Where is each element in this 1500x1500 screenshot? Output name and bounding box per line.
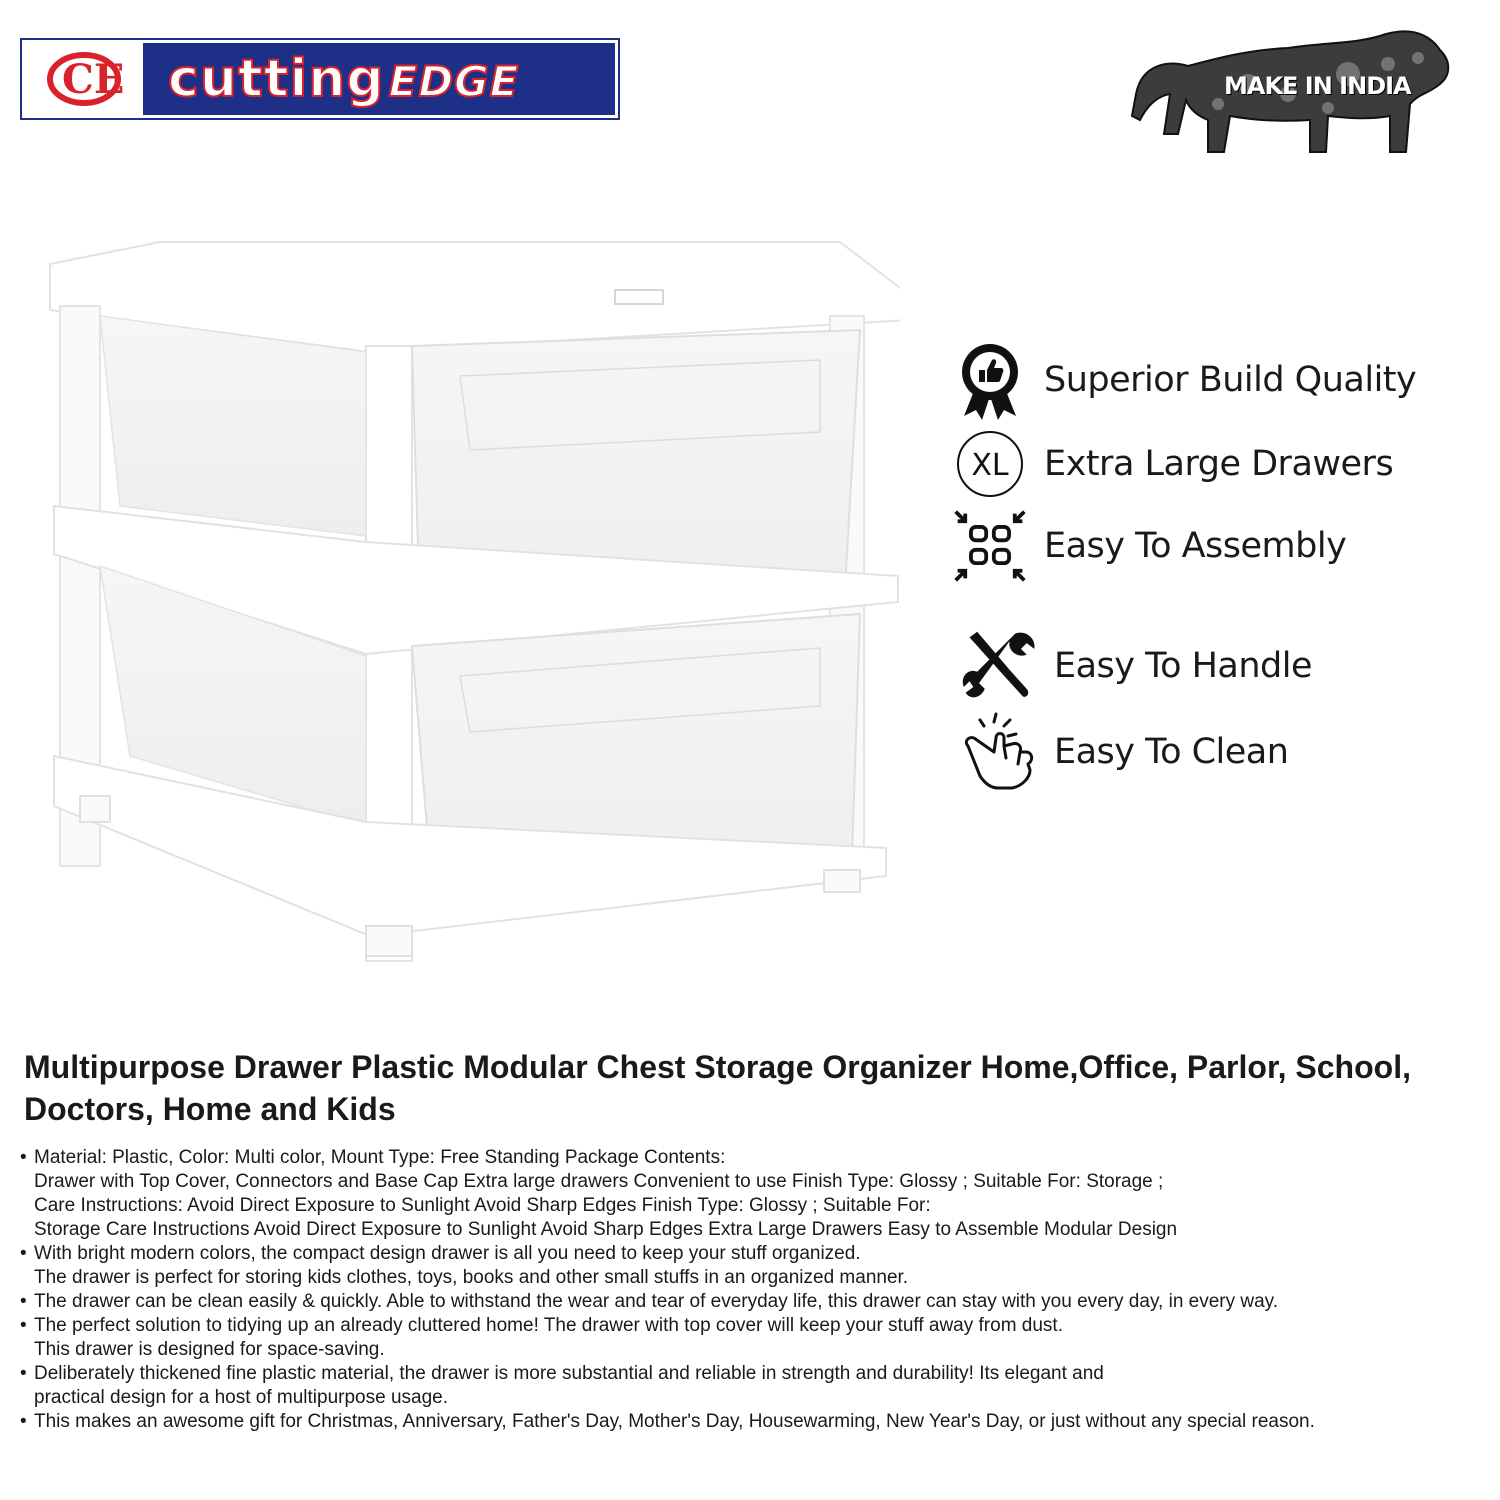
feature-item xyxy=(960,626,1312,706)
brand-name-part1: cutting xyxy=(168,49,385,109)
brand-logo xyxy=(22,40,618,118)
xl-circle-icon xyxy=(950,424,1030,504)
assembly-arrows-icon xyxy=(950,506,1030,586)
brand-name-part2: EDGE xyxy=(388,57,520,106)
feature-label: Easy To Handle xyxy=(1054,646,1313,686)
bullet-line: • The perfect solution to tidying up an already cluttered home! The drawer with top cover will keep your stuff away from dust. xyxy=(34,1315,1063,1336)
product-title: Multipurpose Drawer Plastic Modular Chest Storage Organizer Home,Office, Parlor, School, Doctors, Home and Kids xyxy=(24,1049,1411,1127)
make-in-india-badge xyxy=(1128,24,1458,156)
product-bullets xyxy=(20,1146,1490,1434)
feature-label: Superior Build Quality xyxy=(1044,360,1417,400)
make-in-india-label: MAKE IN INDIA xyxy=(1224,72,1411,100)
bullet-line: Storage Care Instructions Avoid Direct Exposure to Sunlight Avoid Sharp Edges Extra Large Drawers Easy to Assemble Modular Design xyxy=(34,1219,1178,1240)
list-item xyxy=(20,1146,1490,1242)
list-item xyxy=(20,1362,1490,1410)
list-item xyxy=(20,1314,1490,1362)
feature-item xyxy=(960,712,1288,792)
bullet-line: Care Instructions: Avoid Direct Exposure to Sunlight Avoid Sharp Edges Finish Type: Glossy ; Suitable For: xyxy=(34,1195,931,1216)
bullet-line: practical design for a host of multipurpose usage. xyxy=(34,1387,449,1408)
hand-tap-icon xyxy=(960,712,1040,792)
tools-icon xyxy=(960,626,1040,706)
ce-logo-icon xyxy=(25,43,146,115)
list-item xyxy=(20,1242,1490,1290)
logo-mark-text: CE xyxy=(62,56,124,103)
feature-label: Extra Large Drawers xyxy=(1044,444,1394,484)
feature-item xyxy=(950,424,1393,504)
bullet-line: This drawer is designed for space-saving. xyxy=(34,1339,385,1360)
list-item xyxy=(20,1290,1490,1314)
feature-item xyxy=(950,340,1416,420)
feature-label: Easy To Assembly xyxy=(1044,526,1347,566)
bullet-line: Drawer with Top Cover, Connectors and Base Cap Extra large drawers Convenient to use Finish Type: Glossy ; Suitable For: Storage ; xyxy=(34,1171,1164,1192)
feature-list xyxy=(950,340,1470,810)
feature-item xyxy=(950,506,1346,586)
brand-name xyxy=(168,49,520,109)
bullet-line: • With bright modern colors, the compact design drawer is all you need to keep your stuff organized. xyxy=(34,1243,861,1264)
xl-icon-text: XL xyxy=(971,448,1009,483)
bullet-line: The drawer is perfect for storing kids clothes, toys, books and other small stuffs in an organized manner. xyxy=(34,1267,909,1288)
bullet-line: • Material: Plastic, Color: Multi color, Mount Type: Free Standing Package Contents: xyxy=(34,1147,726,1168)
bullet-line: • This makes an awesome gift for Christmas, Anniversary, Father's Day, Mother's Day, Housewarming, New Year's Day, or just without any special reason. xyxy=(34,1411,1315,1432)
list-item xyxy=(20,1410,1490,1434)
bullet-line: • Deliberately thickened fine plastic material, the drawer is more substantial and reliable in strength and durability! Its elegant and xyxy=(34,1363,1104,1384)
rosette-thumbs-up-icon xyxy=(950,340,1030,420)
bullet-line: • The drawer can be clean easily & quickly. Able to withstand the wear and tear of everyday life, this drawer can stay with you every day, in every way. xyxy=(34,1291,1279,1312)
feature-label: Easy To Clean xyxy=(1054,732,1289,772)
product-image xyxy=(40,236,900,966)
